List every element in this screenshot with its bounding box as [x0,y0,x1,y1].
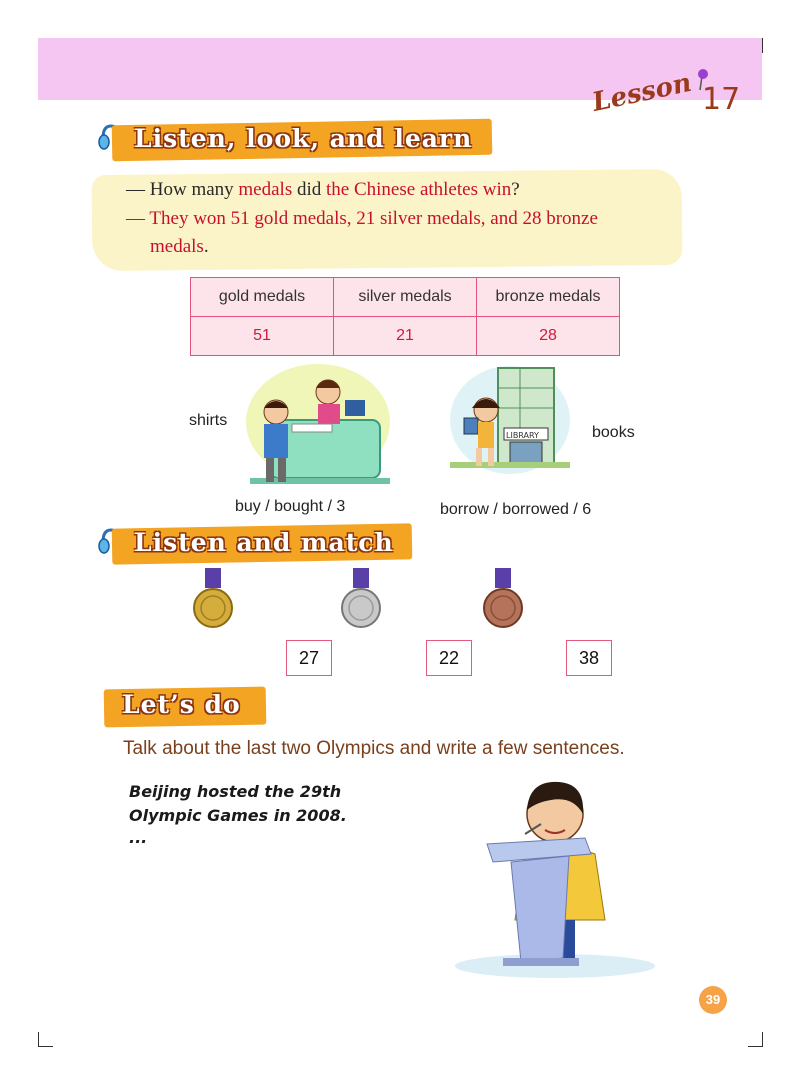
table-header-row [191,278,620,317]
page-number: 39 [699,986,727,1014]
dialogue-line-3: medals. [150,236,209,257]
shirts-label: shirts [189,412,228,429]
section-title-listen-match: Listen and match [134,528,394,557]
table-row [191,317,620,356]
library-illustration [450,358,580,478]
medal-table [190,277,620,356]
section-title-listen-look-learn: Listen, look, and learn [134,124,473,153]
table-header-silver: silver medals [334,278,477,317]
match-number-box[interactable]: 22 [426,640,472,676]
books-label: books [592,424,635,441]
match-number-box[interactable]: 38 [566,640,612,676]
dialogue-line-1: — How many medals did the Chinese athletes win? [126,179,520,200]
crop-mark-bottom-right [748,1032,763,1047]
table-cell-bronze: 28 [477,317,620,356]
borrow-caption: borrow / borrowed / 6 [440,501,592,518]
shop-illustration [240,360,390,490]
section-title-lets-do: Let’s do [122,690,241,719]
match-number-box[interactable]: 27 [286,640,332,676]
example-line-3: ... [129,828,148,847]
buy-caption: buy / bought / 3 [235,498,346,515]
library-sign: LIBRARY [506,431,539,440]
crop-mark-bottom-left [38,1032,53,1047]
dialogue-line-2: — They won 51 gold medals, 21 silver medals, and 28 bronze [126,208,598,229]
gold-medal-icon [191,568,235,632]
silver-medal-icon [339,568,383,632]
lets-do-instruction: Talk about the last two Olympics and write a few sentences. [123,738,625,759]
lesson-word: Lesson [589,67,695,118]
lesson-number: 17 [702,82,741,117]
example-line-2: Olympic Games in 2008. [129,806,347,825]
boy-podium-illustration [455,770,655,980]
table-header-gold: gold medals [191,278,334,317]
table-cell-silver: 21 [334,317,477,356]
bronze-medal-icon [481,568,525,632]
table-header-bronze: bronze medals [477,278,620,317]
example-line-1: Beijing hosted the 29th [129,782,342,801]
table-cell-gold: 51 [191,317,334,356]
